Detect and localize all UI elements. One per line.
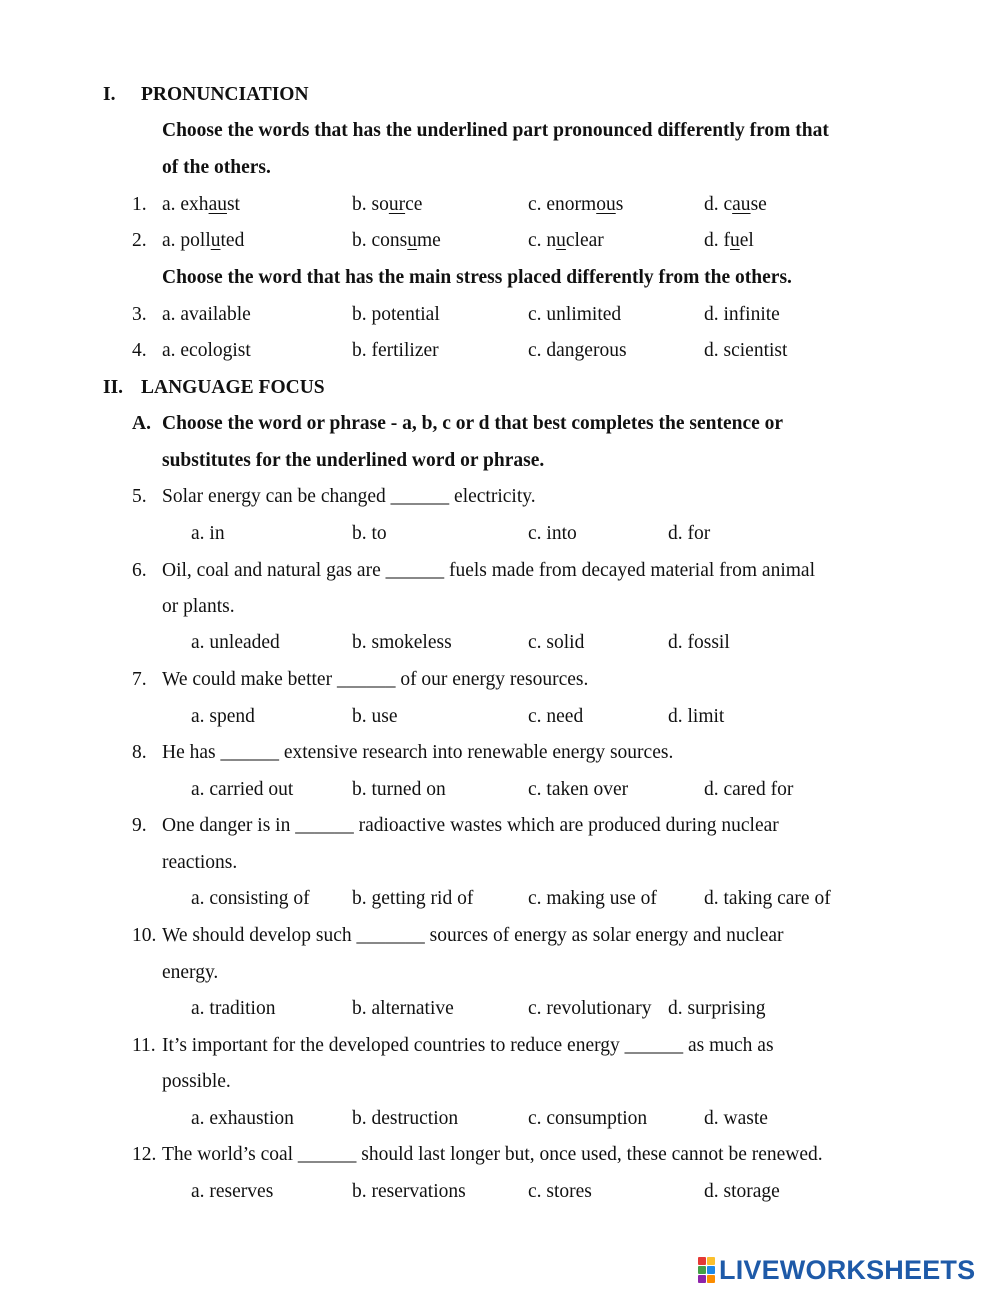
option-d[interactable]: d. cared for	[704, 779, 794, 800]
option-b[interactable]: b. smokeless	[352, 632, 452, 653]
question-number: 9.	[132, 815, 147, 836]
option-c[interactable]: c. consumption	[528, 1108, 648, 1129]
option-a[interactable]: a. reserves	[191, 1181, 274, 1202]
option-a[interactable]: a. consisting of	[191, 888, 310, 909]
instruction: Choose the words that has the underlined part pronounced differently from that	[162, 120, 829, 141]
question-number: 4.	[132, 340, 147, 361]
underlined-part: u	[556, 230, 566, 251]
underlined-part: au	[732, 194, 751, 215]
option-b[interactable]: b. getting rid of	[352, 888, 474, 909]
option-c[interactable]: c. stores	[528, 1181, 592, 1202]
underlined-part: ou	[596, 194, 616, 215]
question-number: 12.	[132, 1144, 157, 1165]
logo-block	[698, 1257, 706, 1265]
option-c[interactable]: c. making use of	[528, 888, 657, 909]
instruction: Choose the word or phrase - a, b, c or d that best completes the sentence or	[162, 413, 784, 434]
option-a[interactable]: a. unleaded	[191, 632, 280, 653]
option-d[interactable]: d. for	[668, 523, 711, 544]
question-number: 2.	[132, 230, 147, 251]
option-b[interactable]: b. destruction	[352, 1108, 459, 1129]
question-number: 3.	[132, 304, 147, 325]
question-text: energy.	[162, 962, 219, 983]
underlined-part: u	[407, 230, 417, 251]
option-b[interactable]: b. potential	[352, 304, 440, 325]
option-d[interactable]: d. scientist	[704, 340, 788, 361]
instruction: Choose the word that has the main stress placed differently from the others.	[162, 267, 792, 288]
option-text: d. c	[704, 194, 733, 215]
option-b[interactable]: b. reservations	[352, 1181, 466, 1202]
liveworksheets-logo[interactable]	[698, 1255, 975, 1285]
option-d[interactable]: d. infinite	[704, 304, 780, 325]
option-text: b. cons	[352, 230, 408, 251]
option-b[interactable]: b. use	[352, 706, 398, 727]
instruction: substitutes for the underlined word or phrase.	[162, 450, 545, 471]
option-c[interactable]: c. revolutionary	[528, 998, 652, 1019]
question-text: Oil, coal and natural gas are ______ fuels made from decayed material from animal	[162, 560, 815, 581]
option-d[interactable]: d. taking care of	[704, 888, 831, 909]
option-b[interactable]	[352, 230, 441, 252]
question-number: 11.	[132, 1035, 156, 1056]
option-text: st	[226, 194, 240, 215]
option-c[interactable]: c. taken over	[528, 779, 629, 800]
option-text: c. n	[528, 230, 557, 251]
question-text: reactions.	[162, 852, 238, 873]
question-text: One danger is in ______ radioactive wastes which are produced during nuclear	[162, 815, 779, 836]
question-text: or plants.	[162, 596, 235, 617]
part-label: A.	[132, 413, 151, 434]
option-text: me	[417, 230, 441, 251]
option-a[interactable]: a. tradition	[191, 998, 276, 1019]
option-b[interactable]	[352, 194, 422, 216]
underlined-part: u	[730, 230, 740, 251]
question-text: Solar energy can be changed ______ electricity.	[162, 486, 536, 507]
logo-blocks-icon	[698, 1257, 715, 1283]
question-number: 5.	[132, 486, 147, 507]
question-text: We should develop such _______ sources of energy as solar energy and nuclear	[162, 925, 784, 946]
section-numeral: II.	[103, 377, 124, 398]
question-number: 8.	[132, 742, 147, 763]
question-text: It’s important for the developed countries to reduce energy ______ as much as	[162, 1035, 774, 1056]
section-numeral: I.	[103, 84, 116, 105]
option-a[interactable]: a. in	[191, 523, 225, 544]
option-a[interactable]: a. spend	[191, 706, 255, 727]
section-title: LANGUAGE FOCUS	[141, 377, 325, 398]
underlined-part: au	[208, 194, 227, 215]
logo-block	[707, 1257, 715, 1265]
option-c[interactable]: c. into	[528, 523, 577, 544]
option-a[interactable]	[162, 194, 240, 216]
option-c[interactable]: c. solid	[528, 632, 585, 653]
option-c[interactable]: c. dangerous	[528, 340, 627, 361]
option-c[interactable]	[528, 230, 604, 252]
option-d[interactable]: d. surprising	[668, 998, 766, 1019]
option-text: d. f	[704, 230, 730, 251]
option-b[interactable]: b. fertilizer	[352, 340, 439, 361]
option-text: ce	[405, 194, 423, 215]
question-number: 7.	[132, 669, 147, 690]
logo-text: LIVEWORKSHEETS	[719, 1254, 976, 1285]
option-text: s	[615, 194, 624, 215]
option-text: clear	[565, 230, 604, 251]
question-text: He has ______ extensive research into renewable energy sources.	[162, 742, 674, 763]
question-text: The world’s coal ______ should last longer but, once used, these cannot be renewed.	[162, 1144, 823, 1165]
option-d[interactable]	[704, 194, 767, 216]
option-a[interactable]: a. available	[162, 304, 251, 325]
question-number: 10.	[132, 925, 157, 946]
option-text: ted	[220, 230, 245, 251]
option-c[interactable]: c. unlimited	[528, 304, 622, 325]
option-d[interactable]: d. storage	[704, 1181, 780, 1202]
option-d[interactable]: d. waste	[704, 1108, 768, 1129]
option-b[interactable]: b. alternative	[352, 998, 454, 1019]
option-b[interactable]: b. turned on	[352, 779, 446, 800]
option-text: el	[739, 230, 754, 251]
option-a[interactable]: a. exhaustion	[191, 1108, 294, 1129]
option-text: a. exh	[162, 194, 209, 215]
question-number: 1.	[132, 194, 147, 215]
option-c[interactable]	[528, 194, 623, 216]
logo-block	[698, 1275, 706, 1283]
logo-block	[698, 1266, 706, 1274]
logo-block	[707, 1275, 715, 1283]
option-a[interactable]: a. ecologist	[162, 340, 251, 361]
option-a[interactable]	[162, 230, 244, 252]
option-d[interactable]: d. fossil	[668, 632, 730, 653]
option-text: c. enorm	[528, 194, 597, 215]
option-text: a. poll	[162, 230, 211, 251]
question-text: possible.	[162, 1071, 231, 1092]
option-d[interactable]	[704, 230, 754, 252]
underlined-part: u	[210, 230, 221, 251]
instruction: of the others.	[162, 157, 271, 178]
underlined-part: ur	[388, 194, 406, 215]
option-text: b. so	[352, 194, 389, 215]
option-text: se	[750, 194, 767, 215]
question-text: We could make better ______ of our energy resources.	[162, 669, 589, 690]
option-b[interactable]: b. to	[352, 523, 387, 544]
section-title: PRONUNCIATION	[141, 84, 309, 105]
option-d[interactable]: d. limit	[668, 706, 725, 727]
option-c[interactable]: c. need	[528, 706, 584, 727]
logo-block	[707, 1266, 715, 1274]
option-a[interactable]: a. carried out	[191, 779, 294, 800]
question-number: 6.	[132, 560, 147, 581]
